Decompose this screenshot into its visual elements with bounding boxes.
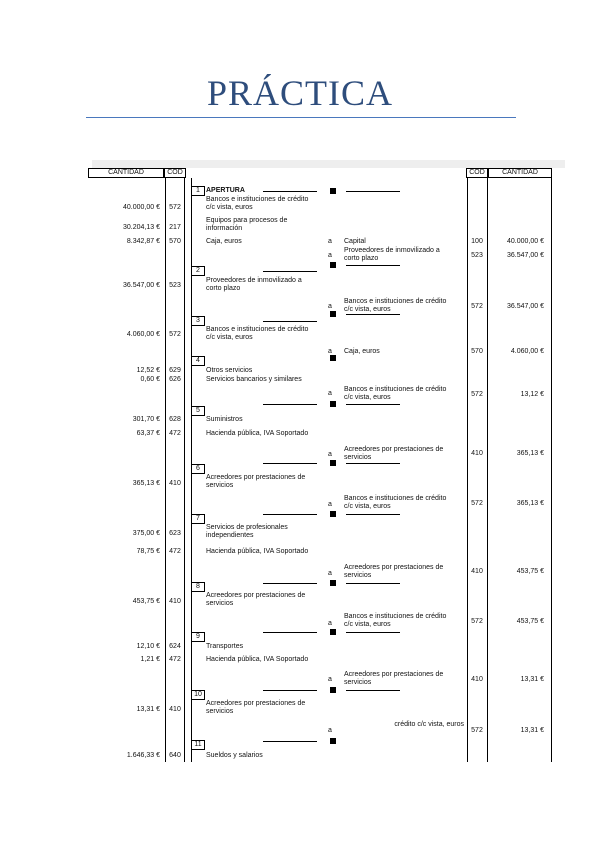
separator-line	[263, 741, 317, 742]
debit-code: 640	[169, 752, 181, 759]
separator-square	[330, 262, 336, 268]
debit-code: 626	[169, 376, 181, 383]
a-marker: a	[328, 303, 332, 310]
entry-number: 1	[191, 186, 205, 196]
separator-line	[346, 404, 400, 405]
separator-line	[263, 514, 317, 515]
debit-code: 410	[169, 598, 181, 605]
debit-amount: 8.342,87 €	[126, 238, 160, 245]
debit-code: 572	[169, 331, 181, 338]
credit-amount: 365,13 €	[516, 450, 544, 457]
credit-amount: 13,12 €	[520, 391, 544, 398]
a-marker: a	[328, 238, 332, 245]
debit-amount: 78,75 €	[136, 548, 160, 555]
header-shading	[92, 160, 565, 168]
header-cantidad-right: CANTIDAD	[488, 168, 552, 178]
debit-account: Acreedores por prestaciones de servicios	[206, 592, 306, 607]
separator-square	[330, 188, 336, 194]
debit-code: 523	[169, 282, 181, 289]
separator-line	[346, 514, 400, 515]
debit-amount: 30.204,13 €	[123, 224, 160, 231]
debit-amount: 375,00 €	[132, 530, 160, 537]
debit-code: 623	[169, 530, 181, 537]
credit-code: 572	[471, 500, 483, 507]
credit-amount: 13,31 €	[520, 676, 544, 683]
separator-line	[263, 404, 317, 405]
debit-account: Hacienda pública, IVA Soportado	[206, 430, 309, 437]
debit-code: 472	[169, 430, 181, 437]
credit-account: Bancos e instituciones de crédito c/c vista, euros	[344, 495, 447, 510]
col-sep	[184, 178, 185, 762]
credit-code: 572	[471, 303, 483, 310]
entry-number: 7	[191, 514, 205, 524]
debit-account: Sueldos y salarios	[206, 752, 263, 759]
separator-line	[346, 191, 400, 192]
credit-code: 410	[471, 568, 483, 575]
debit-amount: 365,13 €	[132, 480, 160, 487]
debit-amount: 1.646,33 €	[126, 752, 160, 759]
separator-line	[263, 690, 317, 691]
debit-amount: 63,37 €	[136, 430, 160, 437]
credit-account: Bancos e instituciones de crédito c/c vista, euros	[344, 386, 447, 401]
a-marker: a	[328, 570, 332, 577]
entry-number: 9	[191, 632, 205, 642]
separator-line	[346, 314, 400, 315]
debit-code: 628	[169, 416, 181, 423]
debit-account: Otros servicios	[206, 367, 253, 374]
debit-amount: 36.547,00 €	[123, 282, 160, 289]
separator-square	[330, 629, 336, 635]
header-cod-left: COD	[164, 168, 186, 178]
separator-square	[330, 355, 336, 361]
separator-line	[346, 583, 400, 584]
col-sep	[551, 178, 552, 762]
entry-number: 6	[191, 464, 205, 474]
separator-line	[346, 265, 400, 266]
separator-square	[330, 311, 336, 317]
debit-code: 570	[169, 238, 181, 245]
entry-number: 2	[191, 266, 205, 276]
credit-account: Acreedores por prestaciones de servicios	[344, 671, 444, 686]
entry-label: APERTURA	[206, 187, 245, 194]
debit-amount: 40.000,00 €	[123, 204, 160, 211]
credit-code: 570	[471, 348, 483, 355]
debit-code: 629	[169, 367, 181, 374]
credit-amount: 365,13 €	[516, 500, 544, 507]
a-marker: a	[328, 252, 332, 259]
credit-account: Acreedores por prestaciones de servicios	[344, 564, 444, 579]
entry-number: 4	[191, 356, 205, 366]
separator-square	[330, 511, 336, 517]
credit-account: Caja, euros	[344, 348, 380, 355]
credit-code: 572	[471, 391, 483, 398]
credit-account: Bancos e instituciones de crédito c/c vista, euros	[344, 298, 447, 313]
debit-account: Transportes	[206, 643, 244, 650]
debit-account: Hacienda pública, IVA Soportado	[206, 548, 309, 555]
credit-code: 100	[471, 238, 483, 245]
separator-line	[263, 271, 317, 272]
debit-code: 624	[169, 643, 181, 650]
page-title: PRÁCTICA	[206, 73, 394, 113]
entry-number: 5	[191, 406, 205, 416]
separator-line	[263, 463, 317, 464]
credit-code: 523	[471, 252, 483, 259]
separator-line	[346, 690, 400, 691]
debit-account: Servicios de profesionales independientes	[206, 524, 288, 539]
debit-amount: 453,75 €	[132, 598, 160, 605]
debit-account: Acreedores por prestaciones de servicios	[206, 474, 306, 489]
debit-code: 572	[169, 204, 181, 211]
credit-code: 572	[471, 727, 483, 734]
credit-amount: 4.060,00 €	[510, 348, 544, 355]
debit-account: Equipos para procesos de información	[206, 217, 288, 232]
debit-amount: 12,52 €	[136, 367, 160, 374]
separator-square	[330, 580, 336, 586]
debit-account: Caja, euros	[206, 238, 242, 245]
entry-number: 10	[191, 690, 205, 700]
a-marker: a	[328, 620, 332, 627]
separator-line	[346, 463, 400, 464]
debit-amount: 1,21 €	[140, 656, 160, 663]
separator-line	[346, 632, 400, 633]
entry-number: 8	[191, 582, 205, 592]
header-cod-right: COD	[466, 168, 488, 178]
debit-code: 410	[169, 480, 181, 487]
credit-account: crédito c/c vista, euros	[394, 721, 464, 728]
separator-square	[330, 738, 336, 744]
debit-code: 217	[169, 224, 181, 231]
debit-account: Hacienda pública, IVA Soportado	[206, 656, 309, 663]
debit-amount: 4.060,00 €	[126, 331, 160, 338]
debit-code: 472	[169, 548, 181, 555]
a-marker: a	[328, 390, 332, 397]
col-sep	[487, 178, 488, 762]
credit-amount: 453,75 €	[516, 568, 544, 575]
separator-square	[330, 460, 336, 466]
separator-square	[330, 687, 336, 693]
separator-line	[263, 191, 317, 192]
a-marker: a	[328, 676, 332, 683]
debit-account: Suministros	[206, 416, 243, 423]
col-sep	[467, 178, 468, 762]
debit-account: Acreedores por prestaciones de servicios	[206, 700, 306, 715]
a-marker: a	[328, 727, 332, 734]
a-marker: a	[328, 501, 332, 508]
credit-amount: 453,75 €	[516, 618, 544, 625]
debit-code: 410	[169, 706, 181, 713]
credit-amount: 40.000,00 €	[507, 238, 544, 245]
a-marker: a	[328, 348, 332, 355]
debit-amount: 13,31 €	[136, 706, 160, 713]
debit-amount: 0,60 €	[140, 376, 160, 383]
credit-code: 572	[471, 618, 483, 625]
credit-code: 410	[471, 450, 483, 457]
debit-account: Bancos e instituciones de crédito c/c vista, euros	[206, 326, 309, 341]
credit-account: Capital	[344, 238, 366, 245]
separator-line	[263, 321, 317, 322]
credit-account: Acreedores por prestaciones de servicios	[344, 446, 444, 461]
credit-code: 410	[471, 676, 483, 683]
debit-account: Servicios bancarios y similares	[206, 376, 302, 383]
header-cantidad-left: CANTIDAD	[88, 168, 164, 178]
a-marker: a	[328, 451, 332, 458]
debit-amount: 12,10 €	[136, 643, 160, 650]
debit-code: 472	[169, 656, 181, 663]
debit-account: Proveedores de inmovilizado a corto plazo	[206, 277, 302, 292]
credit-amount: 36.547,00 €	[507, 303, 544, 310]
credit-account: Proveedores de inmovilizado a corto plazo	[344, 247, 440, 262]
title-underline	[86, 117, 516, 118]
journal-sheet	[88, 158, 562, 762]
separator-line	[263, 583, 317, 584]
entry-number: 3	[191, 316, 205, 326]
debit-account: Bancos e instituciones de crédito c/c vista, euros	[206, 196, 309, 211]
credit-account: Bancos e instituciones de crédito c/c vista, euros	[344, 613, 447, 628]
separator-line	[263, 632, 317, 633]
credit-amount: 36.547,00 €	[507, 252, 544, 259]
col-sep	[165, 178, 166, 762]
credit-amount: 13,31 €	[520, 727, 544, 734]
debit-amount: 301,70 €	[132, 416, 160, 423]
entry-number: 11	[191, 740, 205, 750]
separator-square	[330, 401, 336, 407]
